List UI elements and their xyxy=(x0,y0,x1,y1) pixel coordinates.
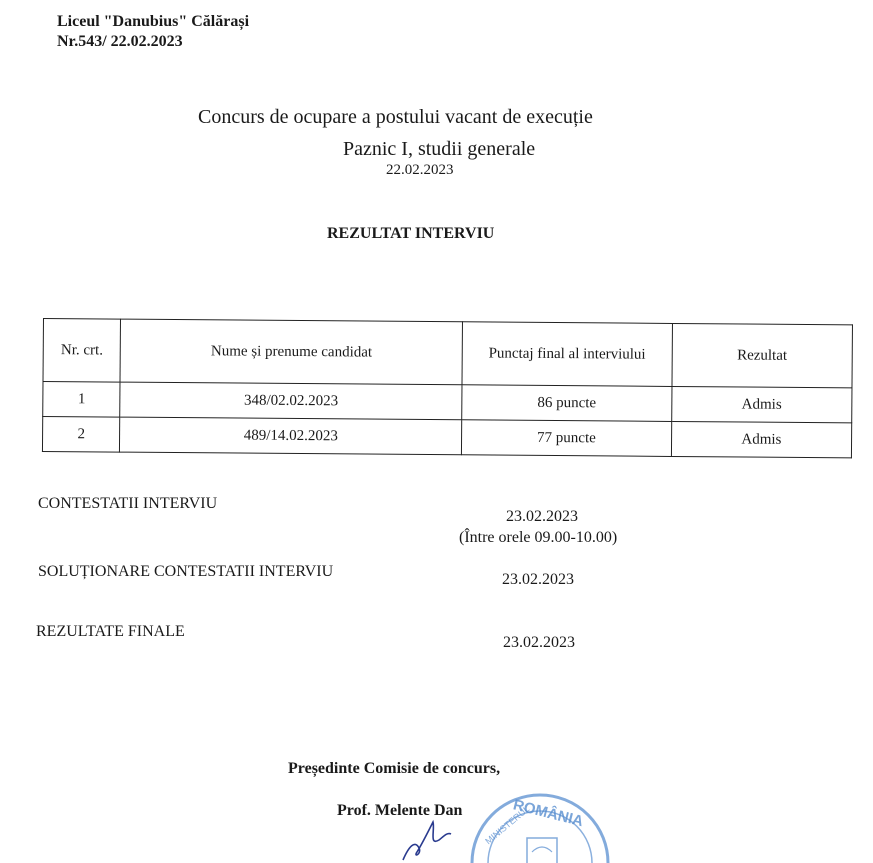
document-number: Nr.543/ 22.02.2023 xyxy=(57,33,183,50)
appeals-resolution-date: 23.02.2023 xyxy=(502,571,574,588)
contest-date: 22.02.2023 xyxy=(386,162,454,178)
final-results-label: REZULTATE FINALE xyxy=(36,623,185,640)
candidate-id: 489/14.02.2023 xyxy=(120,417,462,455)
contest-title: Concurs de ocupare a postului vacant de execuție xyxy=(198,106,593,128)
commission-president-title: Președinte Comisie de concurs, xyxy=(288,760,501,777)
stamp-top-text: ROMÂNIA xyxy=(511,796,586,831)
position-title: Paznic I, studii generale xyxy=(343,138,536,160)
score: 86 puncte xyxy=(462,385,672,422)
appeals-time-note: (Între orele 09.00-10.00) xyxy=(459,529,618,546)
results-table xyxy=(42,318,853,458)
appeals-label: CONTESTATII INTERVIU xyxy=(38,495,218,512)
header-candidate-name: Nume și prenume candidat xyxy=(120,319,462,385)
appeals-resolution-label: SOLUȚIONARE CONTESTATII INTERVIU xyxy=(38,563,334,580)
institution-name: Liceul "Danubius" Călărași xyxy=(57,13,250,30)
final-results-date: 23.02.2023 xyxy=(503,634,575,651)
table-header-row xyxy=(43,319,852,388)
header-result: Rezultat xyxy=(672,323,853,387)
signature-scribble xyxy=(403,822,451,860)
header-nr-crt: Nr. crt. xyxy=(43,319,121,383)
candidate-id: 348/02.02.2023 xyxy=(120,382,462,420)
result: Admis xyxy=(671,386,852,422)
result: Admis xyxy=(671,421,852,457)
row-number: 1 xyxy=(43,382,121,418)
table-row xyxy=(42,417,851,458)
stamp-inner-text: MINISTERUL xyxy=(483,803,532,847)
row-number: 2 xyxy=(42,417,120,453)
header-final-score: Punctaj final al interviului xyxy=(462,322,672,387)
section-title: REZULTAT INTERVIU xyxy=(327,225,495,242)
score: 77 puncte xyxy=(461,420,671,457)
commission-president-name: Prof. Melente Dan xyxy=(337,802,463,819)
appeals-date: 23.02.2023 xyxy=(506,508,578,525)
